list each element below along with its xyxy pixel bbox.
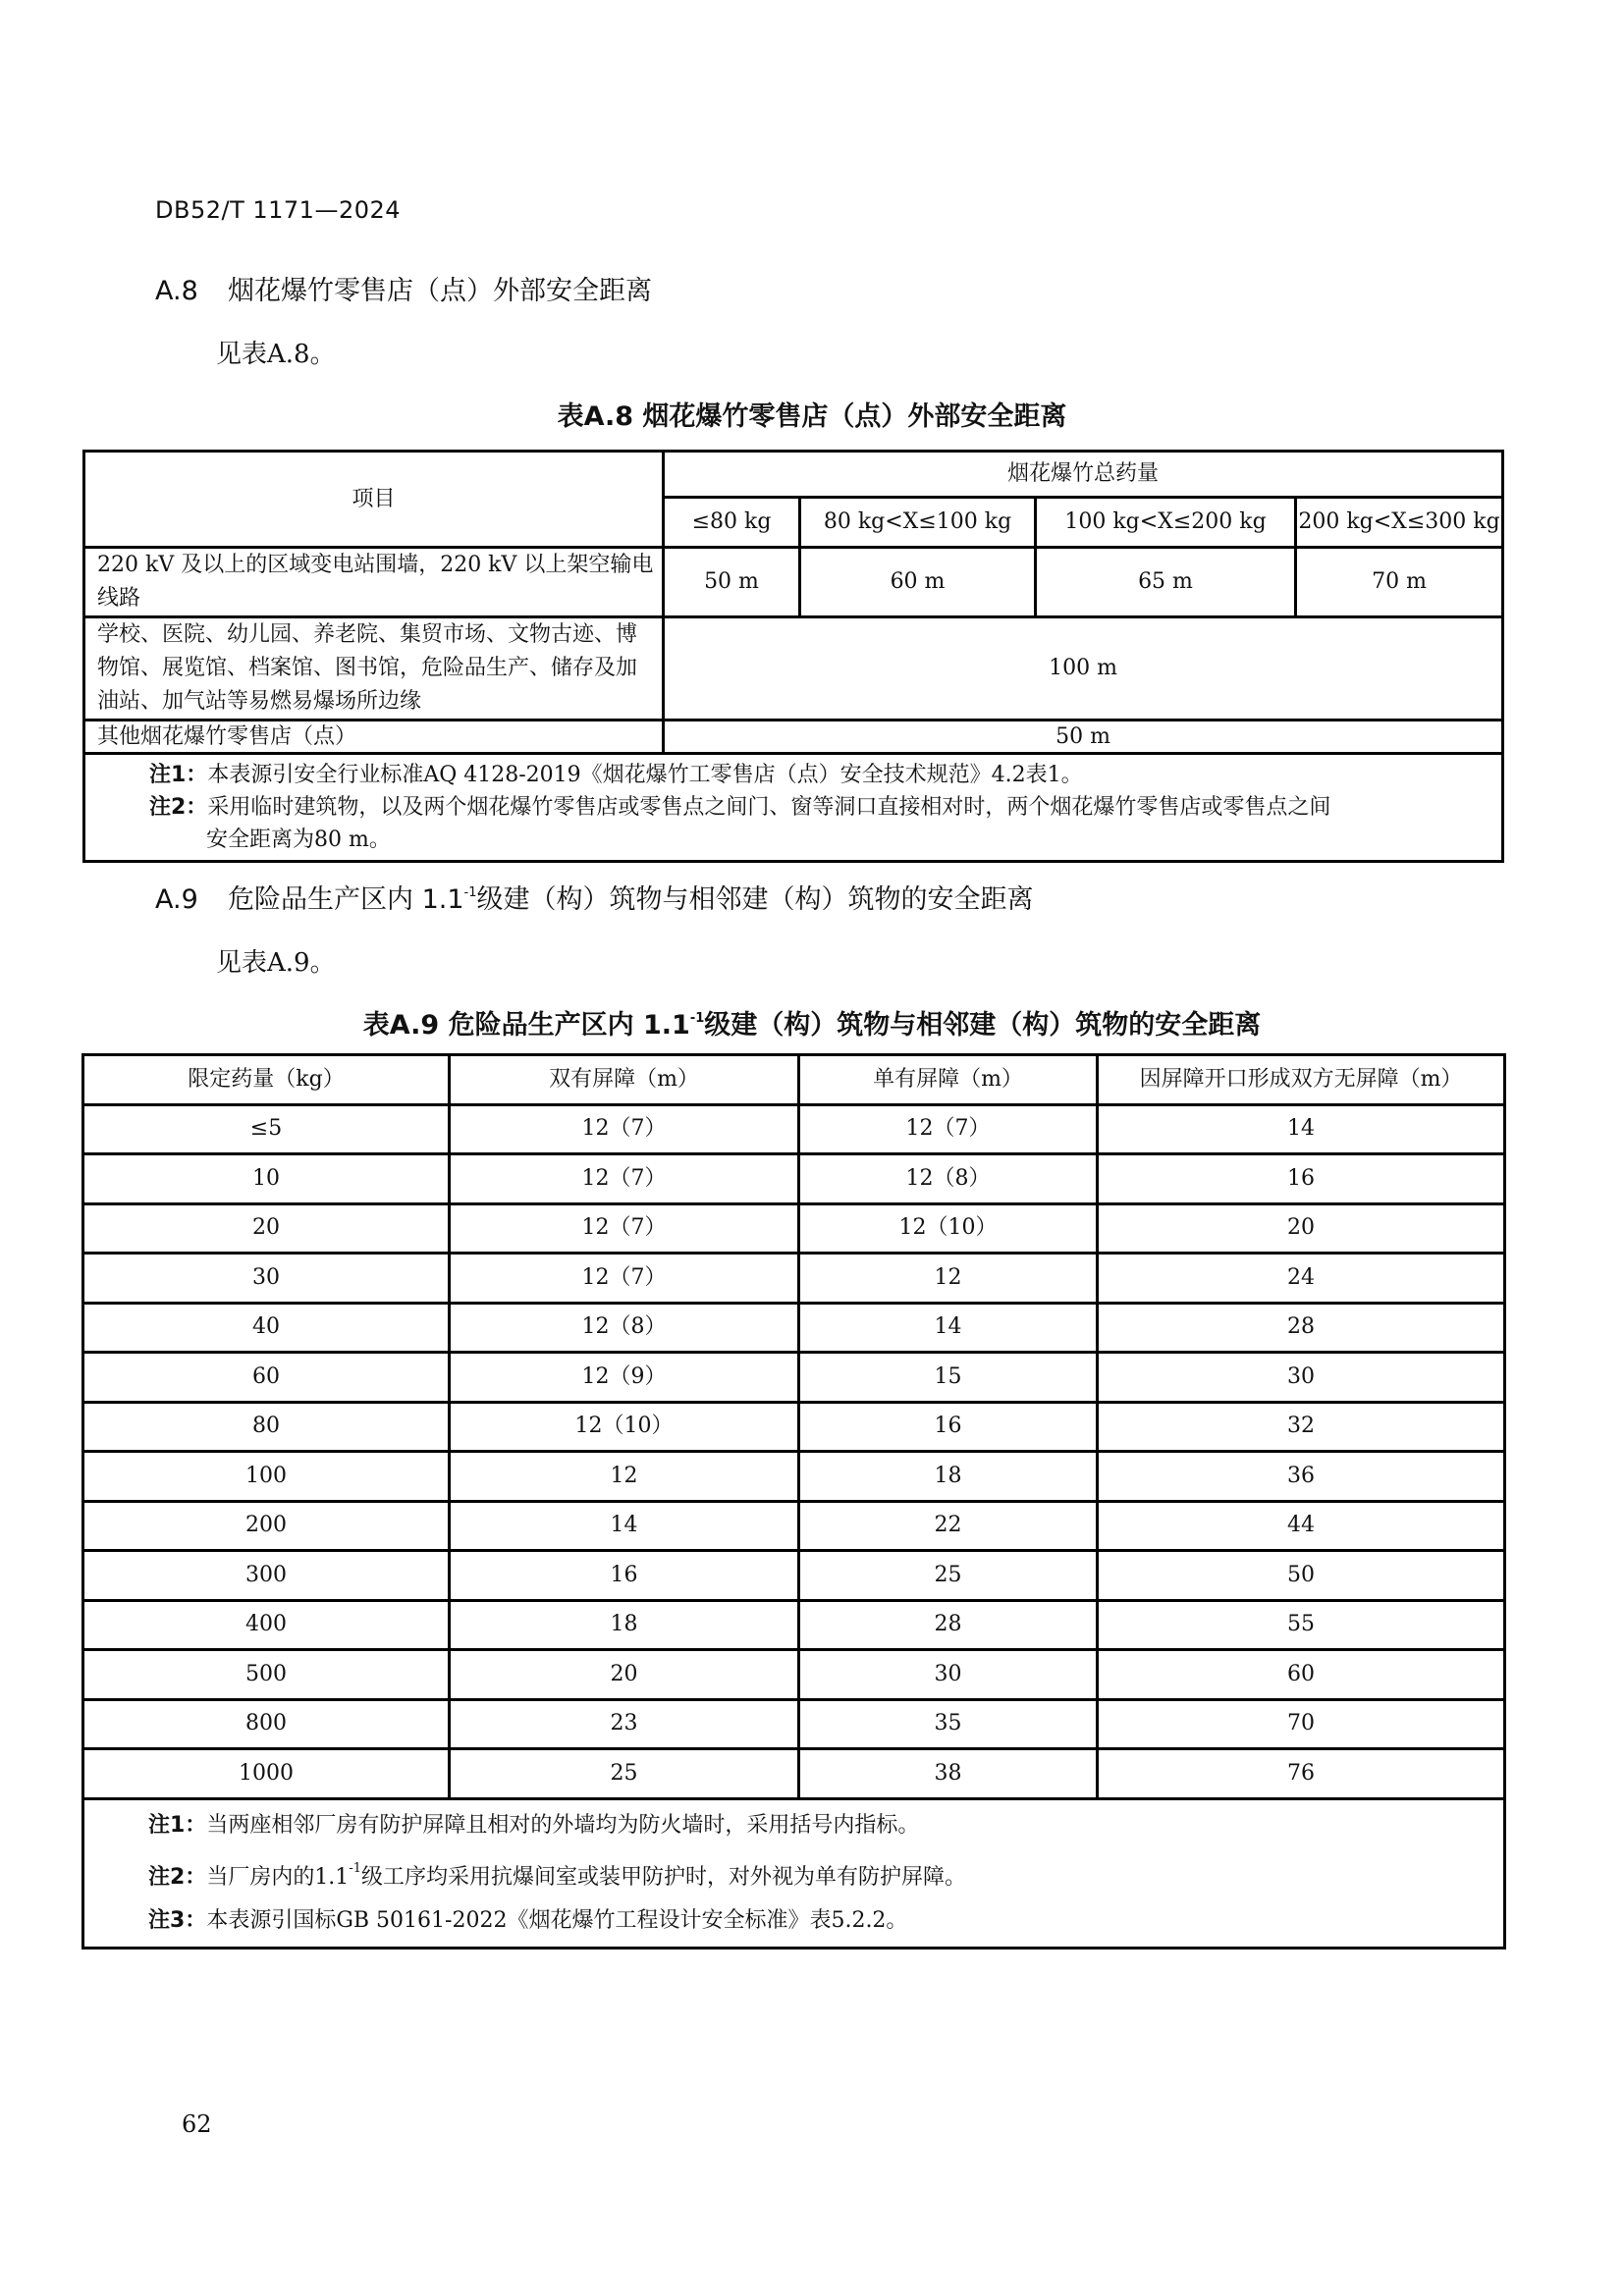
note-text-post: 级工序均采用抗爆间室或装甲防护时，对外视为单有防护屏障。 <box>360 1864 966 1890</box>
charge-limit-cell: 800 <box>83 1699 450 1749</box>
section-number: A.9 <box>155 884 198 915</box>
cell-value: 65 m <box>1036 548 1296 617</box>
distance-cell: 50 <box>1098 1551 1505 1601</box>
distance-cell: 12（10） <box>450 1402 799 1452</box>
note-superscript: -1 <box>349 1860 361 1876</box>
column-header: 80 kg<X≤100 kg <box>800 498 1036 548</box>
distance-cell: 44 <box>1098 1501 1505 1551</box>
table-row <box>83 1303 1505 1353</box>
column-header: 100 kg<X≤200 kg <box>1036 498 1296 548</box>
caption-superscript: -1 <box>689 1011 705 1026</box>
cell-value: 50 m <box>664 548 800 617</box>
table-row <box>83 1650 1505 1700</box>
charge-limit-cell: 1000 <box>83 1749 450 1799</box>
table-row <box>84 721 1503 754</box>
column-header: ≤80 kg <box>664 498 800 548</box>
note-label: 注2： <box>148 1864 207 1890</box>
note-label: 注1： <box>149 763 208 787</box>
table-row <box>83 1154 1505 1204</box>
cell-value-merged: 50 m <box>664 721 1503 754</box>
distance-cell: 12（7） <box>450 1154 799 1204</box>
table-row <box>83 1551 1505 1601</box>
distance-cell: 25 <box>799 1551 1098 1601</box>
distance-cell: 24 <box>1098 1254 1505 1304</box>
table-row <box>83 1402 1505 1452</box>
distance-cell: 14 <box>1098 1104 1505 1154</box>
note-text-pre: 当厂房内的1.1 <box>206 1864 350 1890</box>
distance-cell: 25 <box>450 1749 799 1799</box>
see-table-text: 见表A.8。 <box>216 340 336 369</box>
header-total-charge: 烟花爆竹总药量 <box>664 452 1503 498</box>
column-header: 因屏障开口形成双方无屏障（m） <box>1098 1055 1505 1105</box>
charge-limit-cell: ≤5 <box>83 1104 450 1154</box>
table-a8 <box>82 450 1504 863</box>
distance-cell: 14 <box>799 1303 1098 1353</box>
section-title-pre: 危险品生产区内 1.1 <box>228 884 464 915</box>
distance-cell: 12（8） <box>799 1154 1098 1204</box>
distance-cell: 12（10） <box>799 1203 1098 1254</box>
distance-cell: 28 <box>799 1600 1098 1650</box>
standard-code: DB52/T 1171—2024 <box>155 196 402 224</box>
distance-cell: 15 <box>799 1353 1098 1403</box>
distance-cell: 18 <box>450 1600 799 1650</box>
note-label: 注2： <box>149 795 208 820</box>
section-title-post: 级建（构）筑物与相邻建（构）筑物的安全距离 <box>476 884 1034 915</box>
section-title: 烟花爆竹零售店（点）外部安全距离 <box>228 276 652 306</box>
distance-cell: 12（9） <box>450 1353 799 1403</box>
note-label: 注1： <box>148 1812 207 1838</box>
distance-cell: 12（8） <box>450 1303 799 1353</box>
charge-limit-cell: 400 <box>83 1600 450 1650</box>
note-text: 当两座相邻厂房有防护屏障且相对的外墙均为防火墙时，采用括号内指标。 <box>206 1812 920 1838</box>
note <box>148 1847 1503 1899</box>
caption-pre: 表A.9 危险品生产区内 1.1 <box>362 1010 690 1041</box>
table-row <box>84 617 1503 721</box>
row-item: 学校、医院、幼儿园、养老院、集贸市场、文物古迹、博物馆、展览馆、档案馆、图书馆，危险品生产、储存及加油站、加气站等易燃易爆场所边缘 <box>84 617 664 721</box>
page-number: 62 <box>182 2110 212 2138</box>
table-caption-a8: 表A.8 烟花爆竹零售店（点）外部安全距离 <box>557 401 1067 432</box>
section-heading-a8 <box>155 269 652 307</box>
distance-cell: 12（7） <box>799 1104 1098 1154</box>
distance-cell: 16 <box>1098 1154 1505 1204</box>
distance-cell: 20 <box>1098 1203 1505 1254</box>
table-row <box>83 1699 1505 1749</box>
column-header: 200 kg<X≤300 kg <box>1296 498 1503 548</box>
distance-cell: 36 <box>1098 1452 1505 1502</box>
table-a9 <box>81 1053 1506 1949</box>
caption-post: 级建（构）筑物与相邻建（构）筑物的安全距离 <box>704 1010 1262 1041</box>
distance-cell: 16 <box>799 1402 1098 1452</box>
see-table-text: 见表A.9。 <box>216 948 336 978</box>
table-row <box>83 1749 1505 1799</box>
distance-cell: 12 <box>450 1452 799 1502</box>
note <box>148 1899 1503 1943</box>
table-row <box>83 1501 1505 1551</box>
header-item: 项目 <box>84 452 664 548</box>
note <box>148 1804 1503 1847</box>
distance-cell: 20 <box>450 1650 799 1700</box>
charge-limit-cell: 40 <box>83 1303 450 1353</box>
row-item: 220 kV 及以上的区域变电站围墙，220 kV 以上架空输电线路 <box>84 548 664 617</box>
table-row <box>83 1254 1505 1304</box>
note-label: 注3： <box>148 1907 207 1933</box>
charge-limit-cell: 100 <box>83 1452 450 1502</box>
distance-cell: 32 <box>1098 1402 1505 1452</box>
charge-limit-cell: 500 <box>83 1650 450 1700</box>
charge-limit-cell: 200 <box>83 1501 450 1551</box>
distance-cell: 23 <box>450 1699 799 1749</box>
table-row <box>83 1203 1505 1254</box>
distance-cell: 16 <box>450 1551 799 1601</box>
column-header: 双有屏障（m） <box>450 1055 799 1105</box>
distance-cell: 70 <box>1098 1699 1505 1749</box>
distance-cell: 38 <box>799 1749 1098 1799</box>
note-text: 本表源引安全行业标准AQ 4128-2019《烟花爆竹工零售店（点）安全技术规范》4.2表1。 <box>207 763 1083 787</box>
distance-cell: 76 <box>1098 1749 1505 1799</box>
column-header: 限定药量（kg） <box>83 1055 450 1105</box>
note <box>149 759 1501 791</box>
section-title-superscript: -1 <box>463 885 477 900</box>
distance-cell: 12（7） <box>450 1104 799 1154</box>
section-number: A.8 <box>155 276 198 306</box>
distance-cell: 30 <box>799 1650 1098 1700</box>
table-caption-a9 <box>0 1003 1624 1041</box>
table-notes <box>84 754 1503 862</box>
charge-limit-cell: 300 <box>83 1551 450 1601</box>
charge-limit-cell: 10 <box>83 1154 450 1204</box>
note-continuation: 安全距离为80 m。 <box>206 828 391 852</box>
note <box>149 791 1501 824</box>
table-row <box>83 1104 1505 1154</box>
section-heading-a9 <box>155 878 1034 916</box>
distance-cell: 18 <box>799 1452 1098 1502</box>
distance-cell: 12（7） <box>450 1203 799 1254</box>
table-row <box>83 1452 1505 1502</box>
row-item: 其他烟花爆竹零售店（点） <box>84 721 664 754</box>
distance-cell: 28 <box>1098 1303 1505 1353</box>
column-header: 单有屏障（m） <box>799 1055 1098 1105</box>
distance-cell: 60 <box>1098 1650 1505 1700</box>
distance-cell: 12 <box>799 1254 1098 1304</box>
distance-cell: 22 <box>799 1501 1098 1551</box>
charge-limit-cell: 30 <box>83 1254 450 1304</box>
cell-value-merged: 100 m <box>664 617 1503 721</box>
charge-limit-cell: 80 <box>83 1402 450 1452</box>
cell-value: 70 m <box>1296 548 1503 617</box>
distance-cell: 55 <box>1098 1600 1505 1650</box>
note-text: 采用临时建筑物，以及两个烟花爆竹零售店或零售点之间门、窗等洞口直接相对时，两个烟花爆竹零售店或零售点之间 <box>207 795 1331 820</box>
table-row <box>83 1353 1505 1403</box>
distance-cell: 30 <box>1098 1353 1505 1403</box>
table-notes <box>83 1798 1505 1948</box>
cell-value: 60 m <box>800 548 1036 617</box>
note-text: 本表源引国标GB 50161-2022《烟花爆竹工程设计安全标准》表5.2.2。 <box>206 1907 908 1933</box>
table-row <box>83 1600 1505 1650</box>
distance-cell: 12（7） <box>450 1254 799 1304</box>
charge-limit-cell: 20 <box>83 1203 450 1254</box>
distance-cell: 35 <box>799 1699 1098 1749</box>
table-row <box>84 548 1503 617</box>
charge-limit-cell: 60 <box>83 1353 450 1403</box>
distance-cell: 14 <box>450 1501 799 1551</box>
